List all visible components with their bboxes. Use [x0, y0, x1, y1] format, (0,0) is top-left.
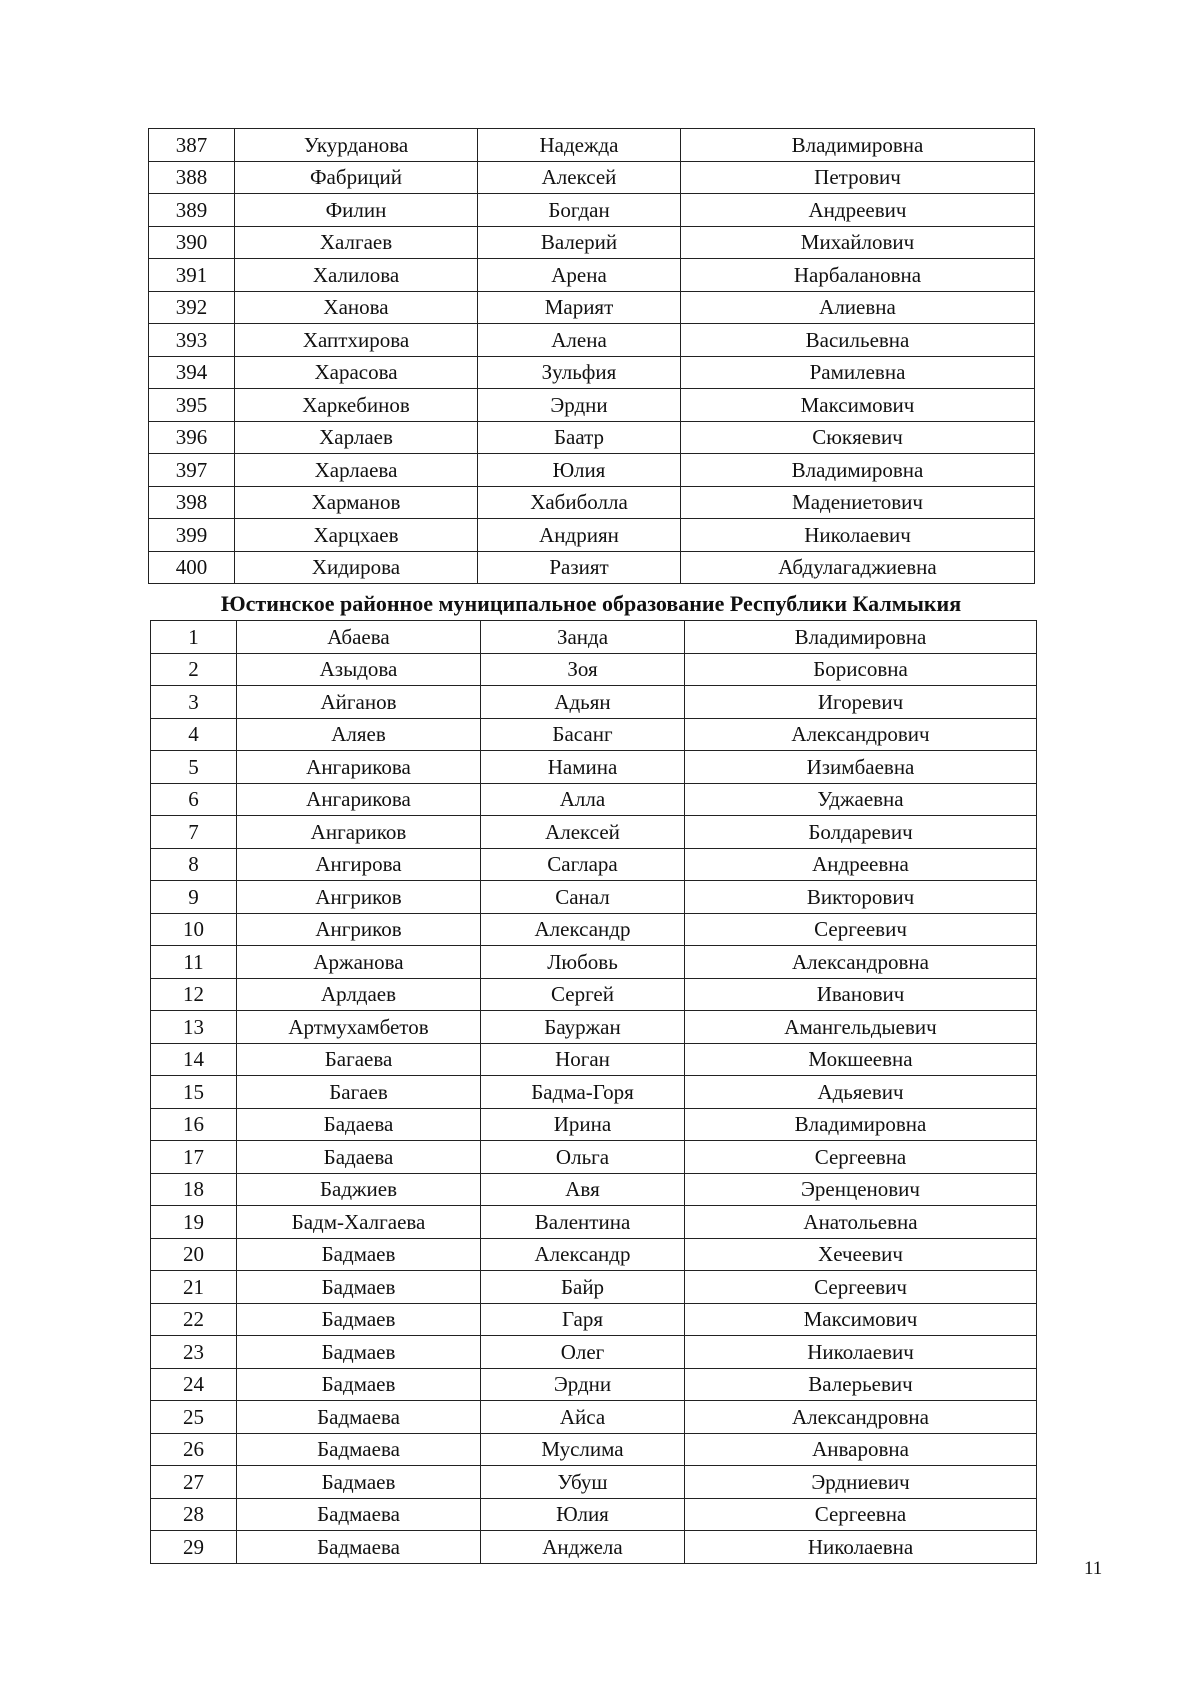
surname-cell: Бадмаев	[237, 1271, 481, 1304]
surname-cell: Бадмаев	[237, 1336, 481, 1369]
surname-cell: Ангирова	[237, 848, 481, 881]
patronymic-cell: Иванович	[685, 978, 1037, 1011]
patronymic-cell: Анатольевна	[685, 1206, 1037, 1239]
patronymic-cell: Максимович	[685, 1303, 1037, 1336]
first-name-cell: Намина	[481, 751, 685, 784]
patronymic-cell: Абдулагаджиевна	[681, 551, 1035, 584]
surname-cell: Харлаева	[235, 454, 478, 487]
patronymic-cell: Николаевич	[685, 1336, 1037, 1369]
row-number-cell: 390	[149, 226, 235, 259]
surname-cell: Бадм-Халгаева	[237, 1206, 481, 1239]
surname-cell: Абаева	[237, 621, 481, 654]
row-number-cell: 399	[149, 519, 235, 552]
first-name-cell: Марият	[478, 291, 681, 324]
patronymic-cell: Хечеевич	[685, 1238, 1037, 1271]
first-name-cell: Валентина	[481, 1206, 685, 1239]
table-row	[151, 816, 1037, 849]
row-number-cell: 26	[151, 1433, 237, 1466]
patronymic-cell: Михайлович	[681, 226, 1035, 259]
first-name-cell: Эрдни	[481, 1368, 685, 1401]
table-row	[151, 751, 1037, 784]
patronymic-cell: Валерьевич	[685, 1368, 1037, 1401]
patronymic-cell: Николаевна	[685, 1531, 1037, 1564]
table-row	[151, 621, 1037, 654]
surname-cell: Бадмаева	[237, 1433, 481, 1466]
table-row	[151, 686, 1037, 719]
patronymic-cell: Сергеевна	[685, 1141, 1037, 1174]
surname-cell: Харкебинов	[235, 389, 478, 422]
first-name-cell: Богдан	[478, 194, 681, 227]
patronymic-cell: Владимировна	[685, 1108, 1037, 1141]
table-row	[151, 1368, 1037, 1401]
row-number-cell: 27	[151, 1466, 237, 1499]
surname-cell: Бадмаева	[237, 1531, 481, 1564]
row-number-cell: 3	[151, 686, 237, 719]
patronymic-cell: Владимировна	[685, 621, 1037, 654]
surname-cell: Арлдаев	[237, 978, 481, 1011]
first-name-cell: Юлия	[478, 454, 681, 487]
patronymic-cell: Нарбалановна	[681, 259, 1035, 292]
row-number-cell: 392	[149, 291, 235, 324]
patronymic-cell: Рамилевна	[681, 356, 1035, 389]
table-row	[151, 1466, 1037, 1499]
patronymic-cell: Сергеевич	[685, 1271, 1037, 1304]
row-number-cell: 5	[151, 751, 237, 784]
surname-cell: Фабриций	[235, 161, 478, 194]
row-number-cell: 393	[149, 324, 235, 357]
patronymic-cell: Изимбаевна	[685, 751, 1037, 784]
table-row	[151, 1076, 1037, 1109]
first-name-cell: Гаря	[481, 1303, 685, 1336]
row-number-cell: 22	[151, 1303, 237, 1336]
table-row	[151, 848, 1037, 881]
row-number-cell: 388	[149, 161, 235, 194]
row-number-cell: 23	[151, 1336, 237, 1369]
table-row	[151, 1498, 1037, 1531]
surname-cell: Ангриков	[237, 881, 481, 914]
patronymic-cell: Борисовна	[685, 653, 1037, 686]
row-number-cell: 24	[151, 1368, 237, 1401]
table-row	[151, 1206, 1037, 1239]
surname-cell: Ханова	[235, 291, 478, 324]
table-row	[151, 653, 1037, 686]
surname-cell: Бадмаев	[237, 1303, 481, 1336]
row-number-cell: 18	[151, 1173, 237, 1206]
patronymic-cell: Мадениетович	[681, 486, 1035, 519]
patronymic-cell: Владимировна	[681, 129, 1035, 162]
patronymic-cell: Уджаевна	[685, 783, 1037, 816]
patronymic-cell: Анваровна	[685, 1433, 1037, 1466]
row-number-cell: 15	[151, 1076, 237, 1109]
surname-cell: Бадмаев	[237, 1368, 481, 1401]
row-number-cell: 28	[151, 1498, 237, 1531]
row-number-cell: 29	[151, 1531, 237, 1564]
surname-cell: Укурданова	[235, 129, 478, 162]
table-row	[149, 161, 1035, 194]
table-row	[149, 259, 1035, 292]
first-name-cell: Ольга	[481, 1141, 685, 1174]
row-number-cell: 400	[149, 551, 235, 584]
table-row	[149, 421, 1035, 454]
first-name-cell: Разият	[478, 551, 681, 584]
row-number-cell: 21	[151, 1271, 237, 1304]
row-number-cell: 25	[151, 1401, 237, 1434]
first-name-cell: Занда	[481, 621, 685, 654]
patronymic-cell: Сергеевна	[685, 1498, 1037, 1531]
row-number-cell: 395	[149, 389, 235, 422]
first-name-cell: Алена	[478, 324, 681, 357]
surname-cell: Айганов	[237, 686, 481, 719]
patronymic-cell: Александровна	[685, 946, 1037, 979]
row-number-cell: 397	[149, 454, 235, 487]
surname-cell: Аржанова	[237, 946, 481, 979]
row-number-cell: 10	[151, 913, 237, 946]
row-number-cell: 6	[151, 783, 237, 816]
first-name-cell: Зоя	[481, 653, 685, 686]
table-row	[151, 913, 1037, 946]
section-heading: Юстинское районное муниципальное образование Республики Калмыкия	[220, 591, 962, 616]
patronymic-cell: Амангельдыевич	[685, 1011, 1037, 1044]
surname-cell: Багаева	[237, 1043, 481, 1076]
first-name-cell: Хабиболла	[478, 486, 681, 519]
row-number-cell: 9	[151, 881, 237, 914]
row-number-cell: 7	[151, 816, 237, 849]
table-row	[151, 881, 1037, 914]
table-row	[151, 783, 1037, 816]
surname-cell: Бадмаев	[237, 1466, 481, 1499]
first-name-cell: Бауржан	[481, 1011, 685, 1044]
patronymic-cell: Владимировна	[681, 454, 1035, 487]
surname-cell: Бадаева	[237, 1141, 481, 1174]
surname-cell: Бадмаева	[237, 1498, 481, 1531]
first-name-cell: Арена	[478, 259, 681, 292]
first-name-cell: Юлия	[481, 1498, 685, 1531]
table-row	[149, 486, 1035, 519]
surname-cell: Халгаев	[235, 226, 478, 259]
patronymic-cell: Александровна	[685, 1401, 1037, 1434]
row-number-cell: 8	[151, 848, 237, 881]
patronymic-cell: Адьяевич	[685, 1076, 1037, 1109]
first-name-cell: Андриян	[478, 519, 681, 552]
table-row	[151, 978, 1037, 1011]
patronymic-cell: Алиевна	[681, 291, 1035, 324]
first-name-cell: Басанг	[481, 718, 685, 751]
table-row	[151, 1336, 1037, 1369]
row-number-cell: 17	[151, 1141, 237, 1174]
first-name-cell: Эрдни	[478, 389, 681, 422]
surname-cell: Бадаева	[237, 1108, 481, 1141]
patronymic-cell: Викторович	[685, 881, 1037, 914]
first-name-cell: Алексей	[478, 161, 681, 194]
table-row	[151, 718, 1037, 751]
table-row	[149, 454, 1035, 487]
surname-cell: Ангарикова	[237, 751, 481, 784]
first-name-cell: Алексей	[481, 816, 685, 849]
surname-cell: Аляев	[237, 718, 481, 751]
table-row	[151, 946, 1037, 979]
table-row	[151, 1141, 1037, 1174]
first-name-cell: Алла	[481, 783, 685, 816]
table-row	[151, 1271, 1037, 1304]
surname-cell: Артмухамбетов	[237, 1011, 481, 1044]
first-name-cell: Саглара	[481, 848, 685, 881]
surname-cell: Ангариков	[237, 816, 481, 849]
patronymic-cell: Игоревич	[685, 686, 1037, 719]
first-name-cell: Убуш	[481, 1466, 685, 1499]
first-name-cell: Байр	[481, 1271, 685, 1304]
surname-cell: Азыдова	[237, 653, 481, 686]
page-number: 11	[1084, 1558, 1103, 1579]
row-number-cell: 12	[151, 978, 237, 1011]
surname-cell: Бадмаева	[237, 1401, 481, 1434]
row-number-cell: 4	[151, 718, 237, 751]
row-number-cell: 398	[149, 486, 235, 519]
first-name-cell: Адьян	[481, 686, 685, 719]
first-name-cell: Бадма-Горя	[481, 1076, 685, 1109]
first-name-cell: Сергей	[481, 978, 685, 1011]
patronymic-cell: Андреевич	[681, 194, 1035, 227]
surname-cell: Харманов	[235, 486, 478, 519]
table-row	[149, 291, 1035, 324]
patronymic-cell: Болдаревич	[685, 816, 1037, 849]
table-row	[151, 1531, 1037, 1564]
surname-cell: Филин	[235, 194, 478, 227]
patronymic-cell: Эрдниевич	[685, 1466, 1037, 1499]
first-name-cell: Муслима	[481, 1433, 685, 1466]
row-number-cell: 389	[149, 194, 235, 227]
row-number-cell: 16	[151, 1108, 237, 1141]
first-name-cell: Валерий	[478, 226, 681, 259]
first-name-cell: Олег	[481, 1336, 685, 1369]
first-name-cell: Александр	[481, 913, 685, 946]
row-number-cell: 19	[151, 1206, 237, 1239]
table-row	[149, 356, 1035, 389]
table-row	[151, 1108, 1037, 1141]
row-number-cell: 394	[149, 356, 235, 389]
surname-cell: Багаев	[237, 1076, 481, 1109]
row-number-cell: 11	[151, 946, 237, 979]
row-number-cell: 391	[149, 259, 235, 292]
surname-cell: Баджиев	[237, 1173, 481, 1206]
first-name-cell: Авя	[481, 1173, 685, 1206]
table-row	[149, 226, 1035, 259]
row-number-cell: 387	[149, 129, 235, 162]
table-row	[151, 1043, 1037, 1076]
row-number-cell: 14	[151, 1043, 237, 1076]
row-number-cell: 2	[151, 653, 237, 686]
first-name-cell: Санал	[481, 881, 685, 914]
surname-cell: Хидирова	[235, 551, 478, 584]
patronymic-cell: Эренценович	[685, 1173, 1037, 1206]
patronymic-cell: Мокшеевна	[685, 1043, 1037, 1076]
first-name-cell: Ноган	[481, 1043, 685, 1076]
table-row	[149, 551, 1035, 584]
patronymic-cell: Сюкяевич	[681, 421, 1035, 454]
patronymic-cell: Андреевна	[685, 848, 1037, 881]
first-name-cell: Любовь	[481, 946, 685, 979]
table-row	[151, 1433, 1037, 1466]
table-row	[149, 194, 1035, 227]
table-row	[151, 1011, 1037, 1044]
row-number-cell: 13	[151, 1011, 237, 1044]
table-row	[149, 129, 1035, 162]
surname-cell: Хаптхирова	[235, 324, 478, 357]
surname-cell: Харцхаев	[235, 519, 478, 552]
table-row	[149, 324, 1035, 357]
surname-cell: Халилова	[235, 259, 478, 292]
surname-cell: Харасова	[235, 356, 478, 389]
table-row	[151, 1238, 1037, 1271]
patronymic-cell: Александрович	[685, 718, 1037, 751]
patronymic-cell: Сергеевич	[685, 913, 1037, 946]
first-name-cell: Айса	[481, 1401, 685, 1434]
first-name-cell: Анджела	[481, 1531, 685, 1564]
row-number-cell: 20	[151, 1238, 237, 1271]
surname-cell: Ангриков	[237, 913, 481, 946]
surname-cell: Ангарикова	[237, 783, 481, 816]
first-name-cell: Надежда	[478, 129, 681, 162]
row-number-cell: 1	[151, 621, 237, 654]
patronymic-cell: Максимович	[681, 389, 1035, 422]
first-name-cell: Ирина	[481, 1108, 685, 1141]
first-name-cell: Зульфия	[478, 356, 681, 389]
row-number-cell: 396	[149, 421, 235, 454]
registry-table-lower	[150, 620, 1037, 1564]
table-row	[149, 519, 1035, 552]
first-name-cell: Александр	[481, 1238, 685, 1271]
patronymic-cell: Петрович	[681, 161, 1035, 194]
surname-cell: Харлаев	[235, 421, 478, 454]
table-row	[151, 1401, 1037, 1434]
table-row	[151, 1173, 1037, 1206]
patronymic-cell: Васильевна	[681, 324, 1035, 357]
surname-cell: Бадмаев	[237, 1238, 481, 1271]
first-name-cell: Баатр	[478, 421, 681, 454]
table-row	[151, 1303, 1037, 1336]
patronymic-cell: Николаевич	[681, 519, 1035, 552]
registry-table-upper	[148, 128, 1035, 584]
table-row	[149, 389, 1035, 422]
